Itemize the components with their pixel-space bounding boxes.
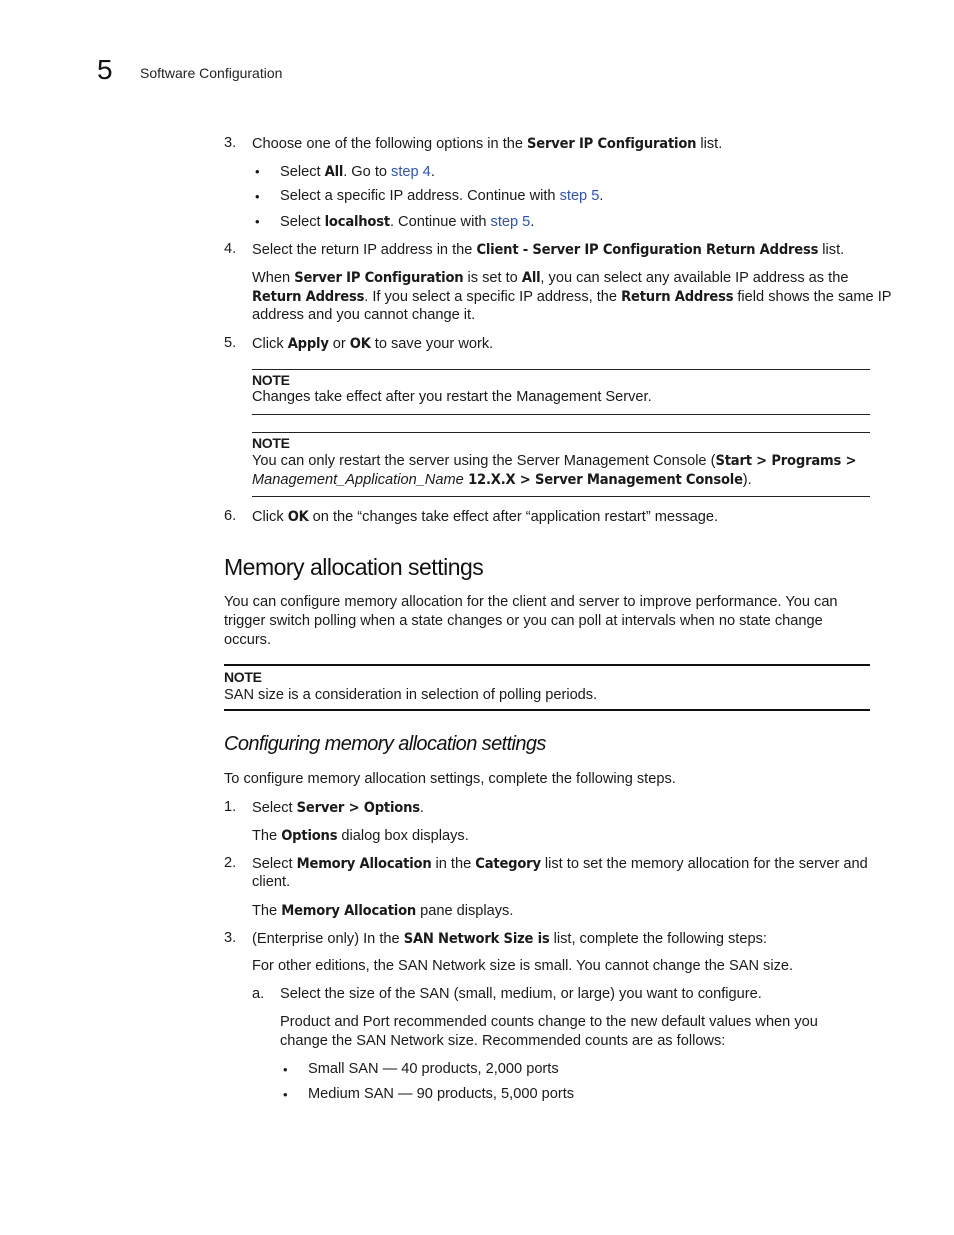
paragraph-line: To configure memory allocation settings, complete the following steps.	[224, 771, 676, 787]
note-bottom-rule	[252, 496, 870, 497]
list-item: Select a specific IP address. Continue with step 5.	[280, 188, 604, 204]
paragraph-line: change the SAN Network size. Recommended counts are as follows:	[280, 1033, 726, 1049]
bullet-glyph: •	[283, 1087, 288, 1102]
step-number: 2.	[224, 855, 237, 871]
paragraph-line: Product and Port recommended counts change to the new default values when you	[280, 1014, 818, 1030]
list-item: Medium SAN — 90 products, 5,000 ports	[308, 1086, 575, 1102]
note-text: Changes take effect after you restart the Management Server.	[252, 389, 652, 405]
note-label: NOTE	[252, 435, 290, 451]
note-top-rule	[224, 664, 870, 666]
step-result: The Memory Allocation pane displays.	[252, 902, 514, 919]
section-heading: Memory allocation settings	[224, 554, 484, 580]
list-item: Select localhost. Continue with step 5.	[280, 213, 535, 230]
paragraph-line: You can configure memory allocation for the client and server to improve performance. You can	[224, 594, 838, 610]
note-label: NOTE	[224, 669, 262, 685]
paragraph-line: trigger switch polling when a state changes or you can poll at intervals when no state change	[224, 613, 823, 629]
step-5-link[interactable]: step 5	[490, 214, 531, 230]
paragraph-line: For other editions, the SAN Network size is small. You cannot change the SAN size.	[252, 958, 794, 974]
list-item: Select All. Go to step 4.	[280, 163, 435, 180]
note-label: NOTE	[252, 372, 290, 388]
step-number: 4.	[224, 241, 237, 257]
step-3-text: Choose one of the following options in the Server IP Configuration list.	[252, 135, 723, 152]
paragraph-line: When Server IP Configuration is set to All, you can select any available IP address as the	[252, 269, 849, 286]
step-1-text: Select Server > Options.	[252, 799, 424, 816]
step-number: 3.	[224, 930, 237, 946]
note-top-rule	[252, 369, 870, 370]
step-number: 6.	[224, 508, 237, 524]
substep-label: a.	[252, 986, 265, 1002]
substep-text: Select the size of the SAN (small, medium, or large) you want to configure.	[280, 986, 762, 1002]
note-text: SAN size is a consideration in selection of polling periods.	[224, 687, 598, 703]
step-5-text: Click Apply or OK to save your work.	[252, 335, 494, 352]
note-bottom-rule	[252, 414, 870, 415]
note-text: You can only restart the server using the Server Management Console (Start > Programs >	[252, 452, 857, 469]
step-result: The Options dialog box displays.	[252, 827, 469, 844]
chapter-number: 5	[97, 54, 113, 85]
bullet-glyph: •	[255, 189, 260, 204]
note-top-rule	[252, 432, 870, 433]
list-item: Small SAN — 40 products, 2,000 ports	[308, 1061, 559, 1077]
step-4-link[interactable]: step 4	[391, 164, 431, 180]
bullet-glyph: •	[283, 1062, 288, 1077]
step-5-link[interactable]: step 5	[559, 188, 600, 204]
paragraph-line: client.	[252, 874, 291, 890]
step-4-text: Select the return IP address in the Client - Server IP Configuration Return Address list.	[252, 241, 845, 258]
paragraph-line: Return Address. If you select a specific IP address, the Return Address field shows the same IP	[252, 288, 892, 305]
chapter-title: Software Configuration	[140, 65, 283, 81]
step-2-text: Select Memory Allocation in the Category list to set the memory allocation for the server and	[252, 855, 868, 872]
paragraph-line: occurs.	[224, 632, 272, 648]
step-number: 5.	[224, 335, 237, 351]
step-3-text: (Enterprise only) In the SAN Network Size is list, complete the following steps:	[252, 930, 767, 947]
bullet-glyph: •	[255, 164, 260, 179]
step-number: 1.	[224, 799, 237, 815]
step-6-text: Click OK on the “changes take effect after “application restart” message.	[252, 508, 719, 525]
note-text: Management_Application_Name 12.X.X > Server Management Console).	[252, 471, 752, 488]
note-bottom-rule	[224, 709, 870, 711]
bullet-glyph: •	[255, 214, 260, 229]
subsection-heading: Configuring memory allocation settings	[224, 733, 546, 755]
step-number: 3.	[224, 135, 237, 151]
paragraph-line: address and you cannot change it.	[252, 307, 476, 323]
